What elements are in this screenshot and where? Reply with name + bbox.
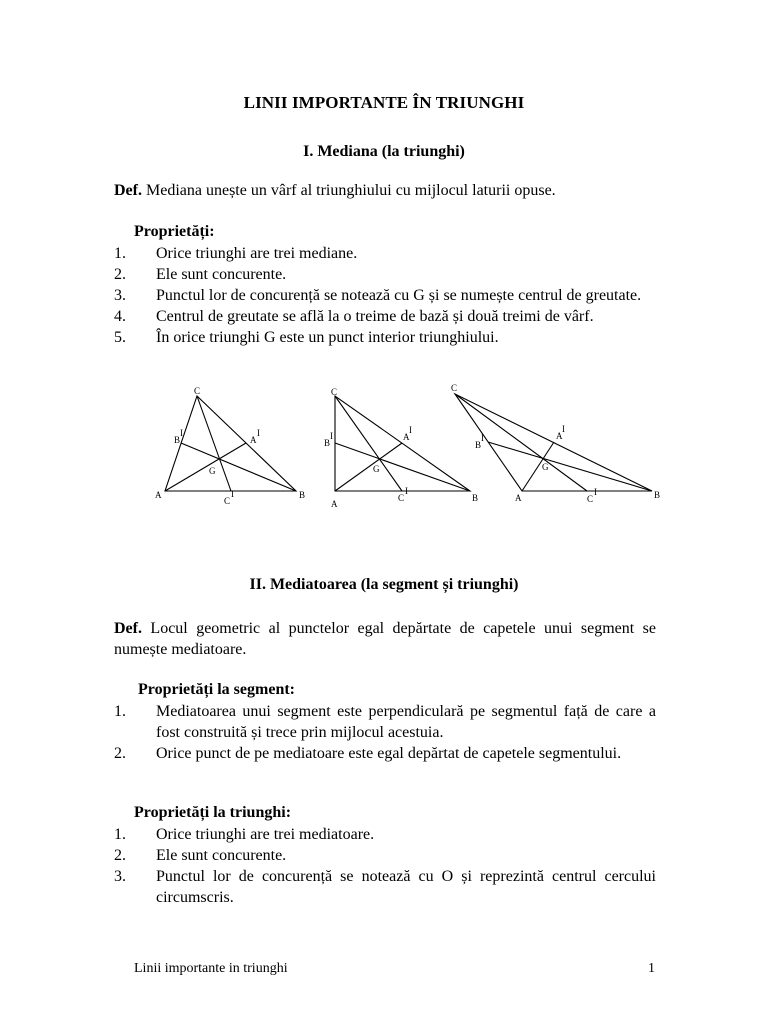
- label-B-prime: B: [475, 440, 482, 450]
- list-item: [114, 701, 656, 743]
- prime-mark: I: [481, 433, 484, 443]
- triangle-properties-list: [114, 824, 656, 908]
- label-A-prime: A: [403, 432, 410, 442]
- def-label: Def.: [114, 620, 142, 637]
- label-B: B: [472, 493, 479, 503]
- figure-3-triangle: [455, 394, 652, 491]
- list-item-number: 3.: [114, 868, 126, 885]
- label-A: A: [155, 490, 162, 500]
- list-item-number: 1.: [114, 826, 126, 843]
- footer-page-number: 1: [648, 961, 655, 976]
- prime-mark: I: [330, 431, 333, 441]
- list-item-number: 3.: [114, 287, 126, 304]
- prime-mark: I: [257, 428, 260, 438]
- list-item-text: Ele sunt concurente.: [156, 847, 287, 864]
- page-title: LINII IMPORTANTE ÎN TRIUNGHI: [243, 93, 525, 112]
- list-item-text: În orice triunghi G este un punct interior triunghiului.: [156, 329, 499, 346]
- properties-list-mediana: [114, 243, 656, 348]
- prime-mark: I: [594, 487, 597, 497]
- label-B: B: [654, 490, 661, 500]
- def-text: Mediana unește un vârf al triunghiului cu mijlocul laturii opuse.: [141, 182, 556, 199]
- label-C-prime: C: [224, 496, 231, 506]
- label-A: A: [331, 499, 338, 509]
- footer-document-title: Linii importante in triunghi: [134, 961, 288, 976]
- label-C: C: [194, 386, 201, 396]
- label-B-prime: B: [174, 435, 181, 445]
- label-G: G: [373, 464, 380, 474]
- list-item-number: 5.: [114, 329, 126, 346]
- median-figures: [0, 380, 768, 520]
- figure-2-triangle: [335, 396, 470, 491]
- definition-mediatoarea: [114, 618, 656, 660]
- list-item: [114, 845, 656, 866]
- prime-mark: I: [180, 428, 183, 438]
- definition-mediana: [114, 180, 656, 201]
- label-C: C: [451, 383, 458, 393]
- label-G: G: [209, 466, 216, 476]
- label-G: G: [542, 462, 549, 472]
- section-heading-mediatoarea: II. Mediatoarea (la segment și triunghi): [249, 576, 519, 593]
- prime-mark: I: [562, 424, 565, 434]
- prime-mark: I: [231, 489, 234, 499]
- label-C-prime: C: [398, 493, 405, 503]
- prime-mark: I: [409, 425, 412, 435]
- label-A-prime: A: [556, 431, 563, 441]
- list-item: [114, 327, 656, 348]
- list-item: [114, 306, 656, 327]
- list-item: [114, 743, 656, 764]
- def-label: Def.: [114, 182, 142, 199]
- list-item-number: 2.: [114, 745, 126, 762]
- list-item-text: Ele sunt concurente.: [156, 266, 287, 283]
- label-C-prime: C: [587, 494, 594, 504]
- figure-1-triangle: [165, 396, 296, 491]
- list-item-text: Centrul de greutate se află la o treime de bază și două treimi de vârf.: [156, 308, 594, 325]
- label-A-prime: A: [250, 435, 257, 445]
- list-item-number: 4.: [114, 308, 126, 325]
- list-item-text: Punctul lor de concurență se notează cu O și reprezintă centrul cercului circumscris.: [156, 868, 656, 906]
- prime-mark: I: [405, 486, 408, 496]
- triangle-properties-heading: Proprietăți la triunghi:: [134, 804, 292, 821]
- label-A: A: [515, 493, 522, 503]
- list-item: [114, 264, 656, 285]
- section-heading-mediana: I. Mediana (la triunghi): [303, 143, 465, 160]
- list-item-number: 2.: [114, 266, 126, 283]
- segment-properties-heading: Proprietăți la segment:: [138, 681, 295, 698]
- list-item-number: 1.: [114, 703, 126, 720]
- list-item: [114, 243, 656, 264]
- list-item-number: 2.: [114, 847, 126, 864]
- list-item-text: Punctul lor de concurență se notează cu G și se numește centrul de greutate.: [156, 287, 642, 304]
- list-item-text: Mediatoarea unui segment este perpendiculară pe segmentul față de care a fost construită și trece prin mijlocul acestuia.: [156, 703, 656, 741]
- label-C: C: [331, 387, 338, 397]
- list-item: [114, 866, 656, 908]
- properties-heading: Proprietăți:: [134, 223, 215, 240]
- list-item: [114, 824, 656, 845]
- label-B-prime: B: [324, 438, 331, 448]
- def-text: Locul geometric al punctelor egal depărtate de capetele unui segment se numește mediatoare.: [114, 620, 656, 658]
- segment-properties-list: [114, 701, 656, 764]
- list-item-number: 1.: [114, 245, 126, 262]
- list-item-text: Orice punct de pe mediatoare este egal depărtat de capetele segmentului.: [156, 745, 622, 762]
- list-item-text: Orice triunghi are trei mediane.: [156, 245, 358, 262]
- label-B: B: [299, 490, 306, 500]
- list-item-text: Orice triunghi are trei mediatoare.: [156, 826, 375, 843]
- list-item: [114, 285, 656, 306]
